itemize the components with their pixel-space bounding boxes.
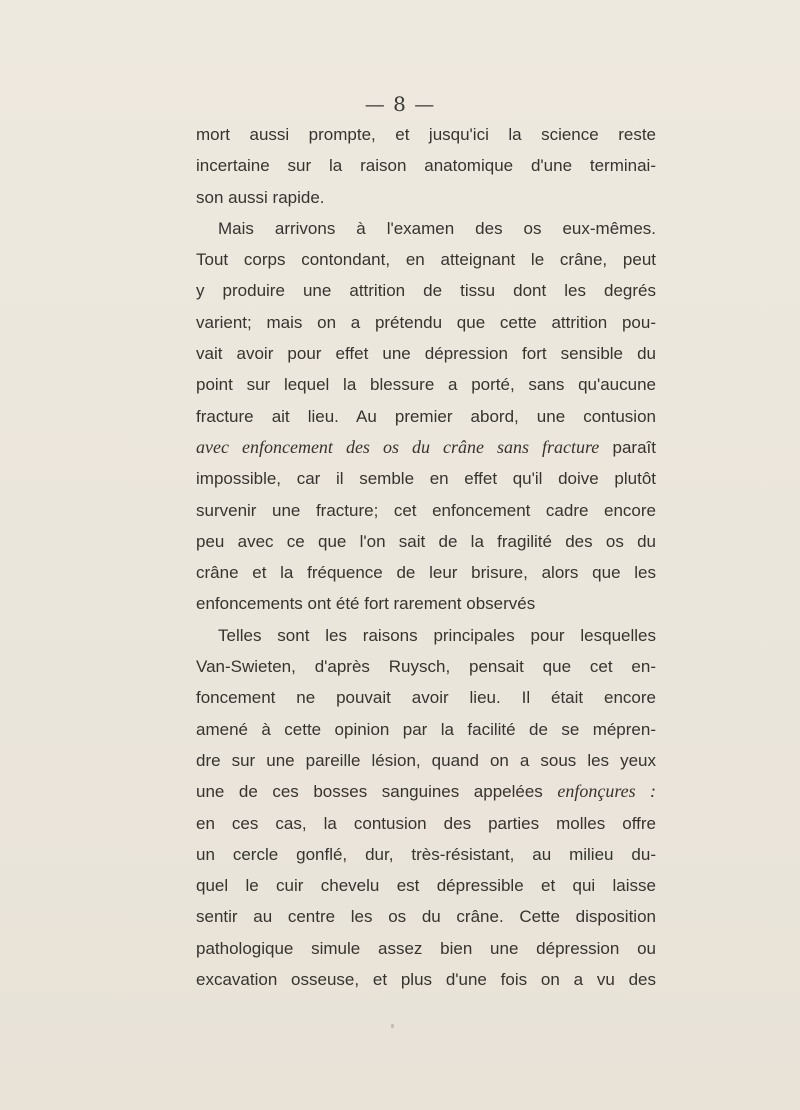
text-line: y produire une attrition de tissu dont les degrés xyxy=(196,281,656,301)
text-line: mort aussi prompte, et jusqu'ici la science reste xyxy=(196,125,656,144)
text-line: Van-Swieten, d'après Ruysch, pensait que cet en- xyxy=(196,657,656,677)
text-line: en ces cas, la contusion des parties molles offre xyxy=(196,813,656,833)
text-line: Telles sont les raisons principales pour lesquelles xyxy=(218,625,656,645)
text-line: impossible, car il semble en effet qu'il doive plutôt xyxy=(196,469,656,489)
text-line: fracture ait lieu. Au premier abord, une contusion xyxy=(196,406,656,426)
text-line: vait avoir pour effet une dépression fort sensible du xyxy=(196,344,656,364)
text-line: foncement ne pouvait avoir lieu. Il était encore xyxy=(196,688,656,708)
text-line: amené à cette opinion par la facilité de se mépren- xyxy=(196,719,656,739)
text-segment: une de ces bosses sanguines appelées xyxy=(196,782,558,802)
text-line: peu avec ce que l'on sait de la fragilité des os du xyxy=(196,531,656,551)
page-number: — 8 — xyxy=(364,92,436,116)
text-line: son aussi rapide. xyxy=(196,187,325,207)
text-line: enfoncements ont été fort rarement observés xyxy=(196,594,536,614)
text-line: survenir une fracture; cet enfoncement cadre encore xyxy=(196,500,656,520)
text-line: sentir au centre les os du crâne. Cette disposition xyxy=(196,907,656,927)
ink-speck xyxy=(391,1024,394,1028)
text-line: dre sur une pareille lésion, quand on a sous les yeux xyxy=(196,750,656,770)
text-line: Tout corps contondant, en atteignant le crâne, peut xyxy=(196,250,656,270)
text-segment: paraît xyxy=(599,437,656,457)
text-line: crâne et la fréquence de leur brisure, alors que les xyxy=(196,563,656,583)
text-line xyxy=(196,432,656,463)
text-line: point sur lequel la blessure a porté, sans qu'aucune xyxy=(196,375,656,395)
text-line: un cercle gonflé, dur, très-résistant, au milieu du- xyxy=(196,844,656,864)
italic-text: avec enfoncement des os du crâne sans fracture xyxy=(196,436,600,457)
text-line: excavation osseuse, et plus d'une fois on a vu des xyxy=(196,970,656,990)
italic-text: enfonçures : xyxy=(557,781,656,802)
text-line xyxy=(196,776,656,807)
body-text xyxy=(196,119,656,995)
text-line: quel le cuir chevelu est dépressible et qui laisse xyxy=(196,876,656,896)
text-line: incertaine sur la raison anatomique d'une terminai- xyxy=(196,156,656,176)
text-line: varient; mais on a prétendu que cette attrition pou- xyxy=(196,312,656,332)
text-line: pathologique simule assez bien une dépression ou xyxy=(196,938,656,958)
text-line: Mais arrivons à l'examen des os eux-mêmes. xyxy=(218,218,656,238)
